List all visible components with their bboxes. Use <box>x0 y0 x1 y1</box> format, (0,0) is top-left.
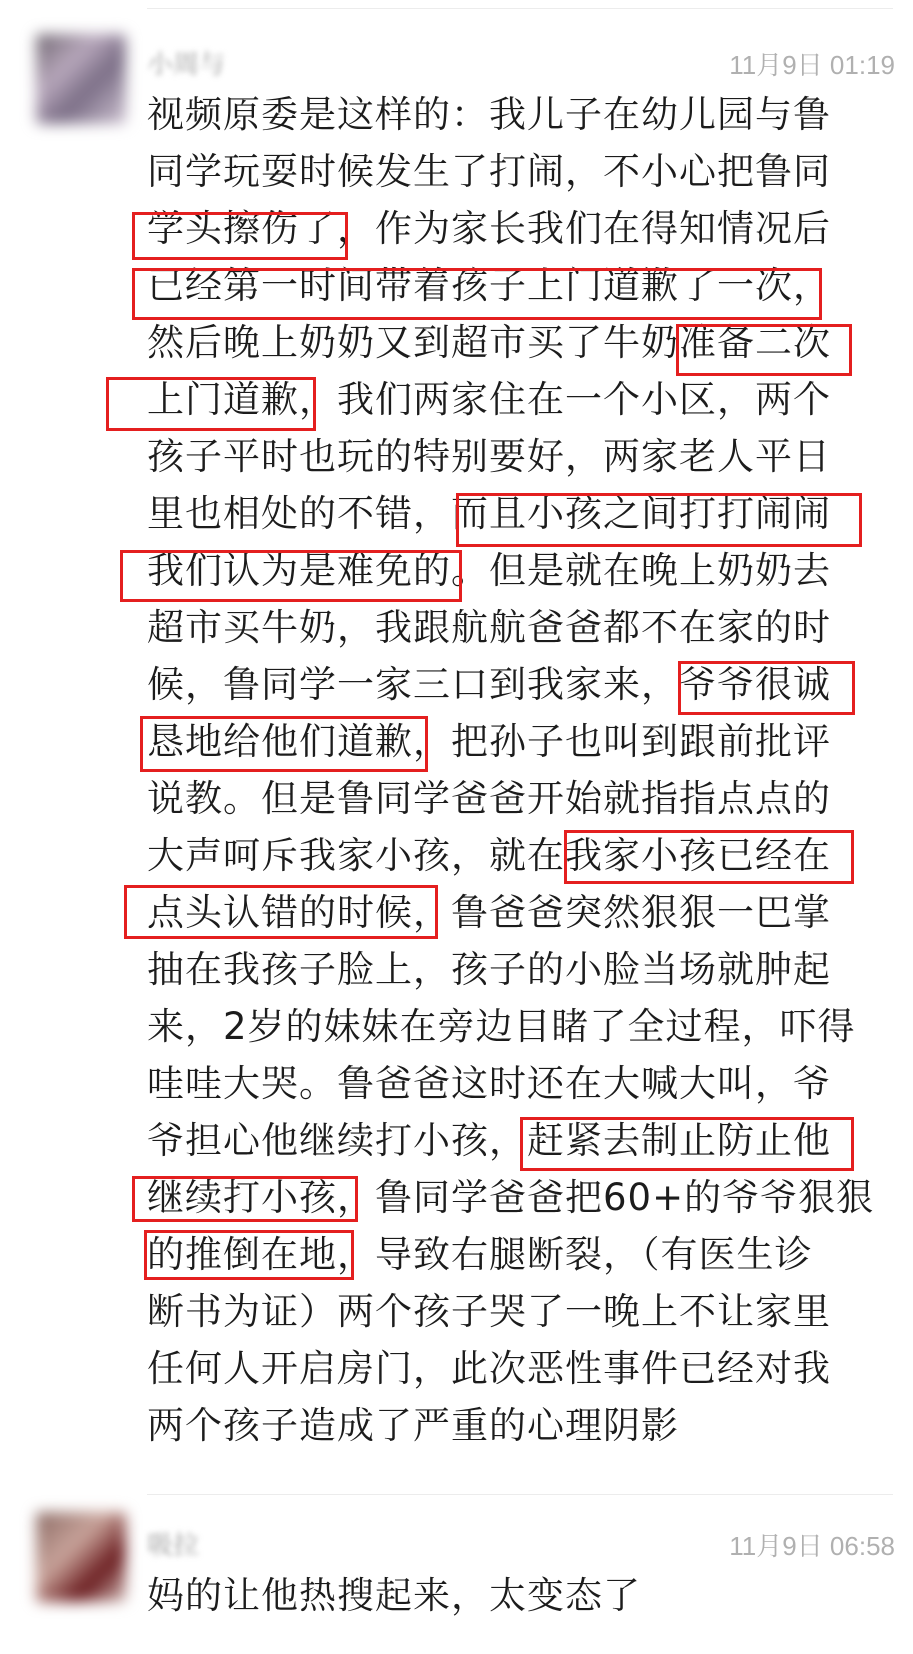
comment-line: 抽在我孩子脸上，孩子的小脸当场就肿起 <box>147 948 831 991</box>
username[interactable]: 吸拉 <box>147 1531 200 1561</box>
comment-line: 任何人开启房门，此次恶性事件已经对我 <box>147 1347 831 1390</box>
comment-line: 候，鲁同学一家三口到我家来，爷爷很诚 <box>147 663 831 706</box>
comment-line: 视频原委是这样的：我儿子在幼儿园与鲁 <box>147 93 831 136</box>
comment-line: 学头擦伤了，作为家长我们在得知情况后 <box>147 207 831 250</box>
timestamp: 11月9日 06:58 <box>729 1531 895 1561</box>
comment-line: 大声呵斥我家小孩，就在我家小孩已经在 <box>147 834 831 877</box>
comment-line: 两个孩子造成了严重的心理阴影 <box>147 1404 679 1447</box>
avatar[interactable] <box>36 1512 126 1602</box>
avatar[interactable] <box>36 34 126 124</box>
comment-line: 已经第一时间带着孩子上门道歉了一次， <box>147 264 831 307</box>
comment-line: 点头认错的时候，鲁爸爸突然狠狠一巴掌 <box>147 891 831 934</box>
comment-line: 继续打小孩，鲁同学爸爸把60+的爷爷狠狠 <box>147 1176 875 1219</box>
top-divider <box>147 8 893 9</box>
comment-line: 孩子平时也玩的特别要好，两家老人平日 <box>147 435 831 478</box>
comment-line: 说教。但是鲁同学爸爸开始就指指点点的 <box>147 777 831 820</box>
comment-line: 超市买牛奶，我跟航航爸爸都不在家的时 <box>147 606 831 649</box>
comment-line: 哇哇大哭。鲁爸爸这时还在大喊大叫，爷 <box>147 1062 831 1105</box>
comment-text <box>147 86 892 1454</box>
comment-line: 我们认为是难免的。但是就在晚上奶奶去 <box>147 549 831 592</box>
comment-line: 爷担心他继续打小孩，赶紧去制止防止他 <box>147 1119 831 1162</box>
username[interactable]: 小周与 <box>147 50 226 80</box>
comment-line: 来，2岁的妹妹在旁边目睹了全过程，吓得 <box>147 1005 856 1048</box>
timestamp: 11月9日 01:19 <box>729 50 895 80</box>
comment-line: 妈的让他热搜起来，太变态了 <box>147 1574 641 1617</box>
comment-line: 同学玩耍时候发生了打闹，不小心把鲁同 <box>147 150 831 193</box>
comment-line: 恳地给他们道歉，把孙子也叫到跟前批评 <box>147 720 831 763</box>
comment-line: 上门道歉，我们两家住在一个小区，两个 <box>147 378 831 421</box>
comment-line: 然后晚上奶奶又到超市买了牛奶准备二次 <box>147 321 831 364</box>
comment-line: 的推倒在地，导致右腿断裂，（有医生诊 <box>147 1233 813 1276</box>
comment-text <box>147 1567 892 1624</box>
comment-line: 断书为证）两个孩子哭了一晚上不让家里 <box>147 1290 831 1333</box>
comment-line: 里也相处的不错，而且小孩之间打打闹闹 <box>147 492 831 535</box>
comment-divider <box>147 1494 893 1495</box>
